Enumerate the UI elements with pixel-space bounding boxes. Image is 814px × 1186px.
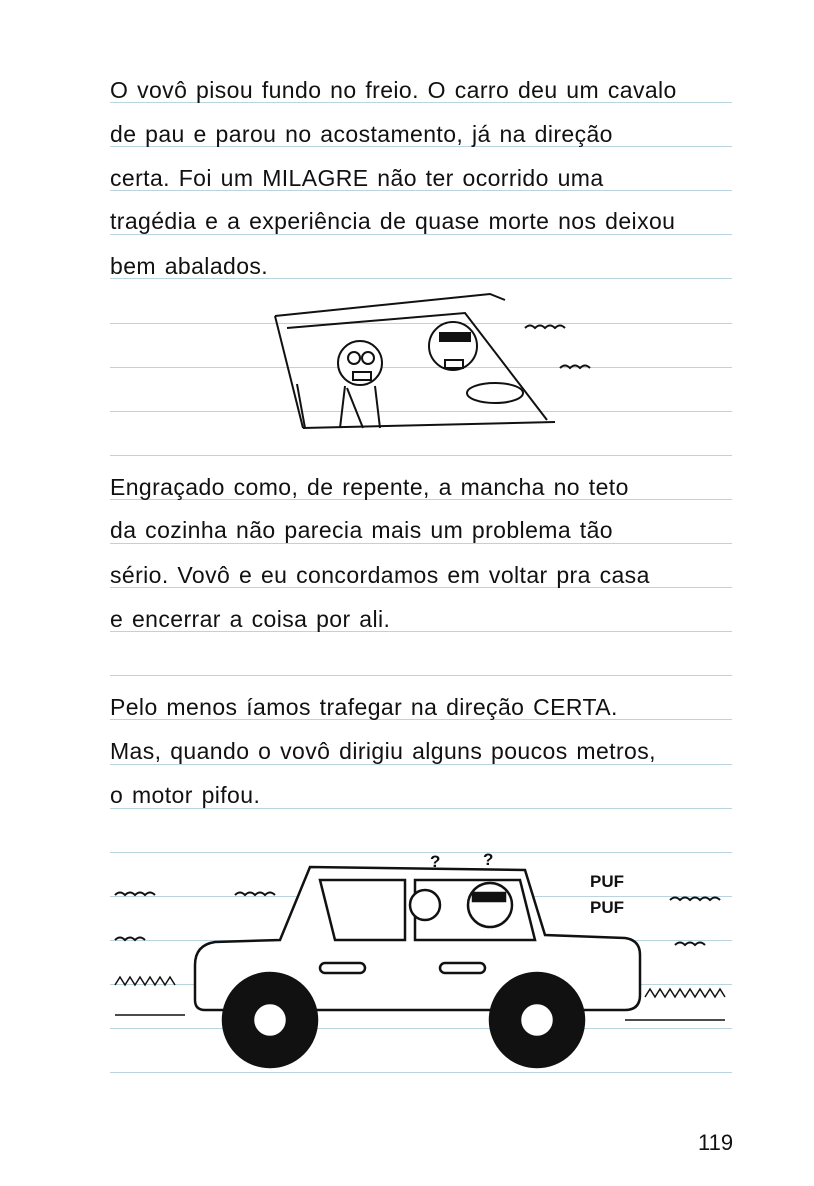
text-line: sério. Vovô e eu concordamos em voltar pra casa xyxy=(110,562,650,588)
text-line: da cozinha não parecia mais um problema tão xyxy=(110,517,613,543)
illustration-car-interior xyxy=(265,288,615,438)
question-mark: ? xyxy=(483,850,494,869)
sound-effect-puf: PUF xyxy=(590,898,624,917)
text-line: e encerrar a coisa por ali. xyxy=(110,606,391,632)
sound-effect-puf: PUF xyxy=(590,872,624,891)
text-line: tragédia e a experiência de quase morte nos deixou xyxy=(110,208,676,234)
ruled-line xyxy=(110,675,732,676)
text-line: Mas, quando o vovô dirigiu alguns poucos metros, xyxy=(110,738,656,764)
text-line: Pelo menos íamos trafegar na direção CERTA. xyxy=(110,694,618,720)
text-line: de pau e parou no acostamento, já na direção xyxy=(110,121,613,147)
text-line: Engraçado como, de repente, a mancha no teto xyxy=(110,474,629,500)
question-mark: ? xyxy=(430,852,441,871)
text-line: O vovô pisou fundo no freio. O carro deu um cavalo xyxy=(110,77,677,103)
ruled-line xyxy=(110,455,732,456)
text-line: certa. Foi um MILAGRE não ter ocorrido uma xyxy=(110,165,604,191)
text-line: bem abalados. xyxy=(110,253,269,279)
illustration-truck xyxy=(105,845,745,1075)
page-number: 119 xyxy=(698,1130,734,1155)
text-line: o motor pifou. xyxy=(110,782,261,808)
